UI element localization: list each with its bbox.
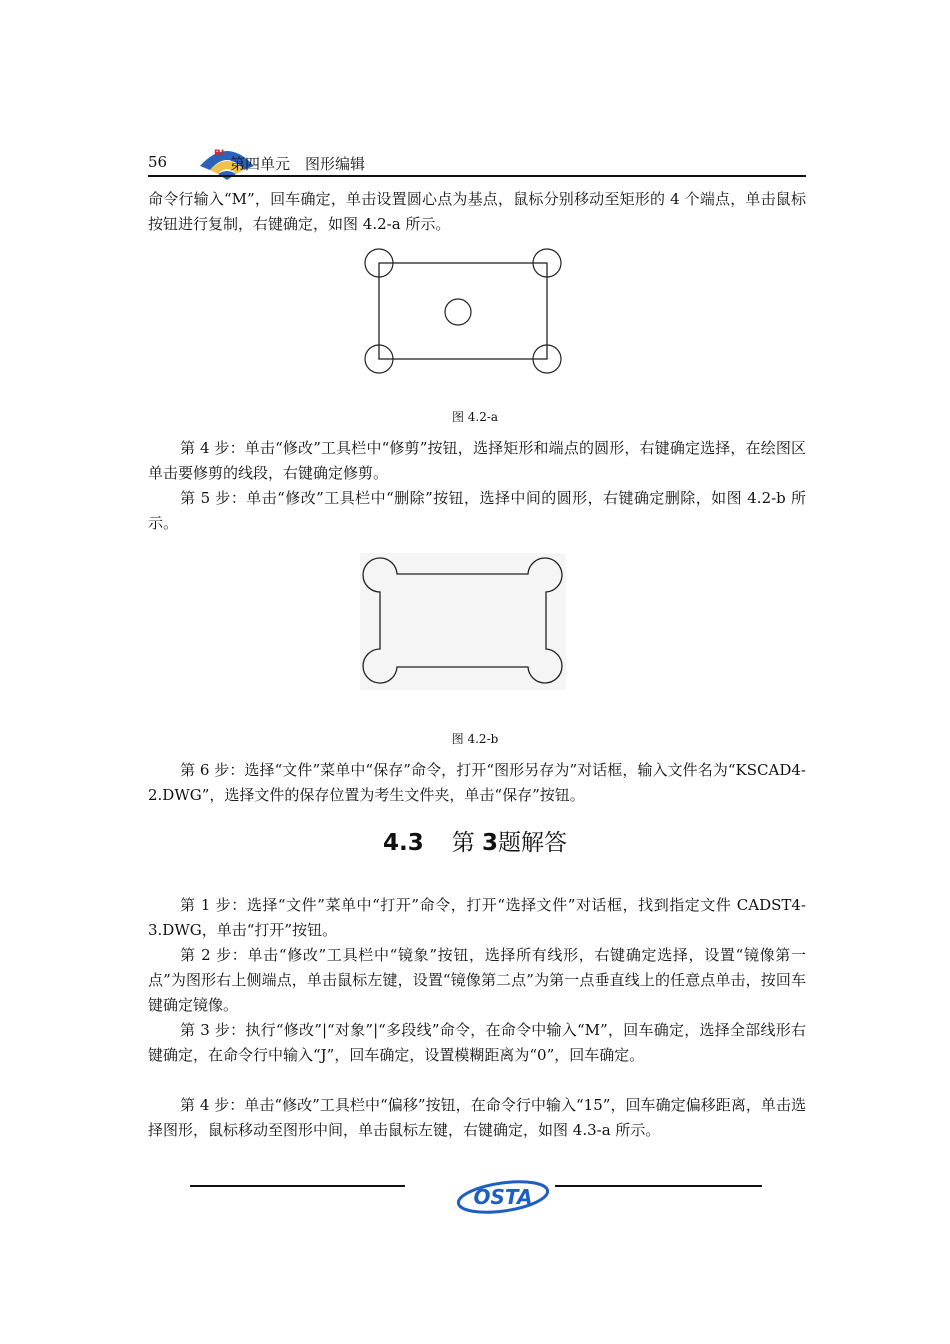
paragraph-s3-step-2: 第 2 步：单击“修改”工具栏中“镜象”按钮，选择所有线形，右键确定选择，设置“镜像第一点”为图形右上侧端点，单击鼠标左键，设置“镜像第二点”为第一点垂直线上的任意点单击，按回车键确定镜像。	[148, 946, 806, 1014]
footer-rule-left	[190, 1185, 405, 1187]
section-title-suffix: 题解答	[498, 830, 568, 856]
header-rule	[148, 175, 806, 177]
figure-caption-b: 图 4.2-b	[451, 732, 499, 746]
svg-text:BI: BI	[214, 149, 225, 159]
footer-logo-text: OSTA	[473, 1185, 533, 1209]
paragraph-step-4-trim: 第 4 步：单击“修改”工具栏中“修剪”按钮，选择矩形和端点的圆形，右键确定选择，在绘图区单击要修剪的线段，右键确定修剪。	[148, 439, 806, 482]
osta-logo-icon	[455, 1178, 551, 1216]
figure-caption-a: 图 4.2-a	[451, 410, 499, 424]
section-title-number: 3	[482, 830, 499, 856]
center-circle	[445, 299, 471, 325]
paragraph-intro: 命令行输入“M”，回车确定，单击设置圆心点为基点，鼠标分别移动至矩形的 4 个端点，单击鼠标按钮进行复制，右键确定，如图 4.2-a 所示。	[148, 190, 806, 233]
section-number: 4.3	[382, 830, 424, 856]
page-header	[148, 150, 806, 176]
figure-4-2-b	[360, 553, 566, 690]
paragraph-s3-step-4: 第 4 步：单击“修改”工具栏中“偏移”按钮，在命令行中输入“15”，回车确定偏移距离，单击选择图形，鼠标移动至图形中间，单击鼠标左键，右键确定，如图 4.3-a 所示。	[148, 1096, 806, 1139]
footer-rule-right	[555, 1185, 762, 1187]
paragraph-step-5-delete: 第 5 步：单击“修改”工具栏中“删除”按钮，选择中间的圆形，右键确定删除，如图 4.2-b 所示。	[148, 489, 806, 532]
rectangle-shape	[379, 263, 547, 359]
figure-4-2-a	[362, 243, 564, 379]
paragraph-s3-step-3: 第 3 步：执行“修改”|“对象”|“多段线”命令，在命令中输入“M”，回车确定，选择全部线形右键确定，在命令行中输入“J”，回车确定，设置模糊距离为“0”，回车确定。	[148, 1021, 806, 1064]
page-number: 56	[148, 153, 168, 171]
section-heading	[0, 824, 950, 857]
paragraph-step-6-save: 第 6 步：选择“文件”菜单中“保存”命令，打开“图形另存为”对话框，输入文件名为“KSCAD4-2.DWG”，选择文件的保存位置为考生文件夹，单击“保存”按钮。	[148, 761, 806, 804]
paragraph-s3-step-1: 第 1 步：选择“文件”菜单中“打开”命令，打开“选择文件”对话框，找到指定文件 CADST4-3.DWG，单击“打开”按钮。	[148, 896, 806, 939]
chapter-title: 第四单元 图形编辑	[230, 155, 366, 173]
section-title-prefix: 第	[451, 830, 475, 856]
